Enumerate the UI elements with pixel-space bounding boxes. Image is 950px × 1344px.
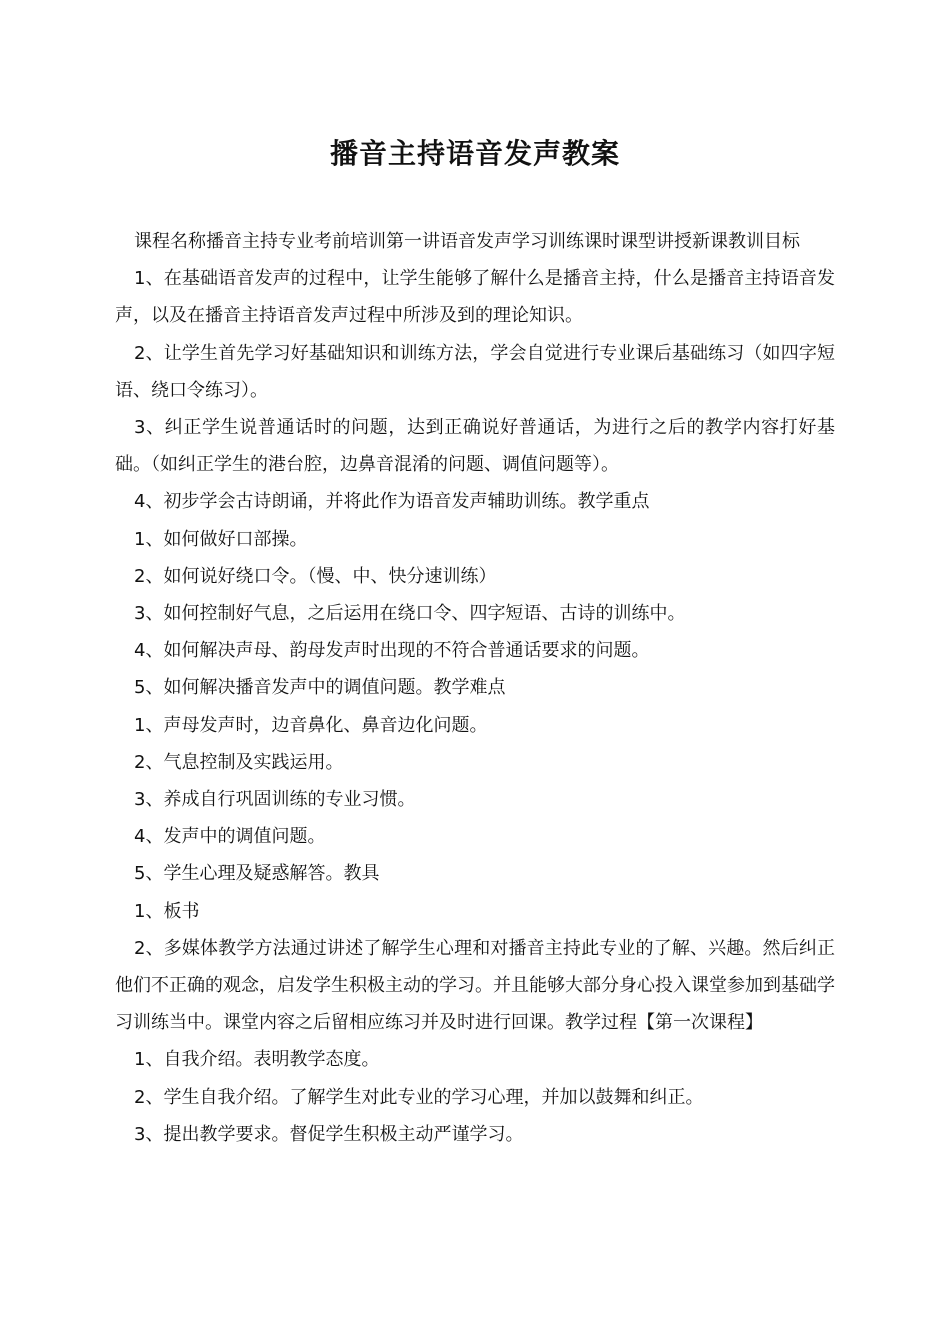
paragraph-goal-2: 2、让学生首先学习好基础知识和训练方法，学会自觉进行专业课后基础练习（如四字短语、绕口令练习）。: [115, 342, 835, 401]
paragraph-difficulty-5: 5、学生心理及疑惑解答。教具: [134, 863, 380, 885]
paragraph-course-name: 课程名称播音主持专业考前培训第一讲语音发声学习训练课时课型讲授新课教训目标: [134, 231, 800, 252]
paragraph-goal-3: 3、纠正学生说普通话时的问题，达到正确说好普通话，为进行之后的教学内容打好基础。（如纠正学生的港台腔，边鼻音混淆的问题、调值问题等）。: [115, 417, 835, 476]
paragraph-difficulty-1: 1、声母发声时，边音鼻化、鼻音边化问题。: [134, 714, 488, 736]
paragraph-process-3: 3、提出教学要求。督促学生积极主动严谨学习。: [134, 1123, 524, 1145]
paragraph-tool-1: 1、板书: [134, 900, 200, 922]
paragraph-key-point-1: 1、如何做好口部操。: [134, 528, 308, 550]
paragraph-difficulty-2: 2、气息控制及实践运用。: [134, 751, 344, 773]
paragraph-key-point-3: 3、如何控制好气息，之后运用在绕口令、四字短语、古诗的训练中。: [134, 603, 686, 625]
paragraph-difficulty-3: 3、养成自行巩固训练的专业习惯。: [134, 789, 416, 811]
paragraph-process-2: 2、学生自我介绍。了解学生对此专业的学习心理，并加以鼓舞和纠正。: [134, 1086, 704, 1108]
document-body: [115, 223, 835, 1153]
paragraph-goal-1: 1、在基础语音发声的过程中，让学生能够了解什么是播音主持，什么是播音主持语音发声，以及在播音主持语音发声过程中所涉及到的理论知识。: [115, 268, 835, 327]
paragraph-tool-2: 2、多媒体教学方法通过讲述了解学生心理和对播音主持此专业的了解、兴趣。然后纠正他们不正确的观念，启发学生积极主动的学习。并且能够大部分身心投入课堂参加到基础学习训练当中。课堂内容之后留相应练习并及时进行回课。教学过程【第一次课程】: [115, 937, 835, 1034]
paragraph-goal-4: 4、初步学会古诗朗诵，并将此作为语音发声辅助训练。教学重点: [134, 491, 650, 513]
paragraph-key-point-5: 5、如何解决播音发声中的调值问题。教学难点: [134, 677, 506, 699]
paragraph-key-point-2: 2、如何说好绕口令。（慢、中、快分速训练）: [134, 565, 497, 587]
document-title: 播音主持语音发声教案: [329, 137, 620, 170]
paragraph-key-point-4: 4、如何解决声母、韵母发声时出现的不符合普通话要求的问题。: [134, 640, 650, 662]
paragraph-process-1: 1、自我介绍。表明教学态度。: [134, 1049, 380, 1071]
paragraph-difficulty-4: 4、发声中的调值问题。: [134, 826, 326, 848]
